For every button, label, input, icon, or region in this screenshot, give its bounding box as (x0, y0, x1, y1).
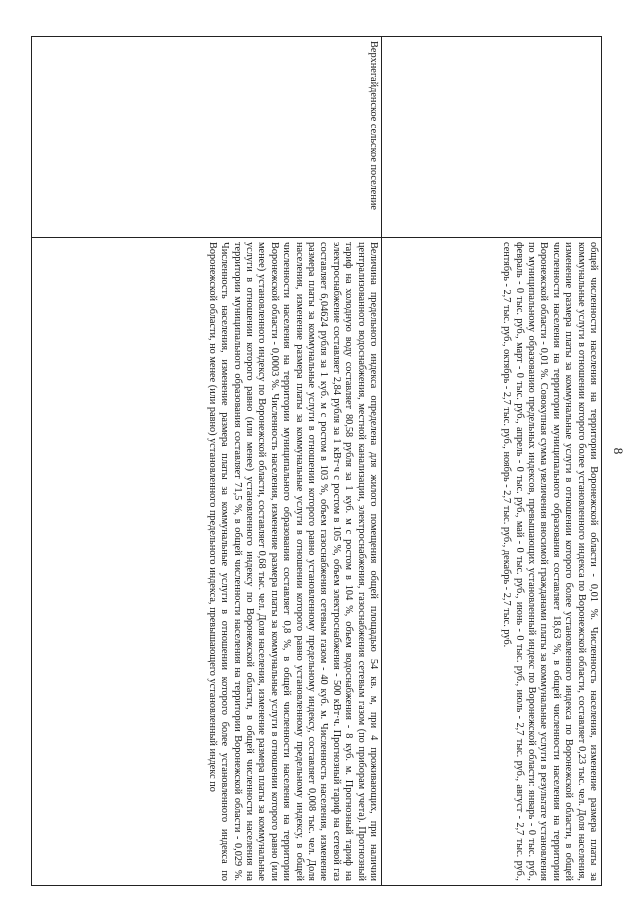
municipal-index-table (31, 36, 602, 886)
municipality-name-cell (382, 37, 602, 238)
table-row (382, 37, 602, 886)
page-number: 8 (611, 447, 626, 455)
index-description-cell: общей численности населения на территории Воронежской области - 0,01 %. Численность населения, изменение размера платы за коммунальные услуги в отношении которого более установленного индекса по Воронежской области, составляет 0,23 тыс. чел. Доля населения, изменение размера платы за коммунальные услуги в отношении которого более установленного индекса по Воронежской области, в общей численности населения на территории муниципального образования составляет 18,63 %, в общей численности населения на территории Воронежской области - 0,01 %. Совокупная сумма увеличения вносимой гражданами платы за коммунальные услуги в результате установления по муниципальному образованию предельных индексов, превышающих установленный индекс по Воронежской области: январь - 0 тыс. руб., февраль - 0 тыс. руб., март - 0 тыс. руб., апрель - 0 тыс. руб., май - 0 тыс. руб., июнь - 0 тыс. руб., июль - 2,7 тыс. руб., август - 2,7 тыс. руб., сентябрь - 2,7 тыс. руб., октябрь - 2,7 тыс. руб., ноябрь - 2,7 тыс. руб., декабрь - 2,7 тыс. руб. (382, 238, 602, 886)
index-description-cell: Величина предельного индекса определена для жилого помещения общей площадью 54 кв. м, при 4 проживающих, при наличии централизованного водоснабжения, местной канализации, электроснабжения, газоснабжения сетевым газом (по приборам учета). Прогнозный тариф на холодную воду составляет 80,58 рубля за 1 куб. м с ростом в 104 %, объем водоснабжения - 8 куб. м. Прогнозный тариф на электроснабжение составляет 2,84 рубля за 1 кВт·ч с ростом в 105 %, объем электроснабжения - 500 кВт·ч. Прогнозный тариф на сетевой газ составляет 6,04624 рубля за 1 куб. м с ростом в 103 %, объем газоснабжения сетевым газом - 40 куб. м. Численность населения, изменение размера платы за коммунальные услуги в отношении которого равно установленному предельному индексу, составляет 0,008 тыс. чел. Доля населения, изменение размера платы за коммунальные услуги в отношении которого равно установленному предельному индексу, в общей численности населения на территории муниципального образования составляет 0,8 %, в общей численности населения на территории Воронежской области - 0,0003 %. Численность населения, изменение размера платы за коммунальные услуги в отношении которого равно (или менее) установленного индексу по Воронежской области, составляет 0,68 тыс. чел. Доля населения, изменение размера платы за коммунальные услуги в отношении которого равно (или менее) установленного индексу по Воронежской области, в общей численности населения на территории муниципального образования составляет 71,5 %, в общей численности населения на территории Воронежской области - 0,029 %. Численность населения, изменение размера платы за коммунальные услуги в отношении которого более установленного индекса по Воронежской области, но менее (или равно) установленного предельного индекса, превышающего установленный индекс по (32, 238, 382, 886)
table-row (32, 37, 382, 886)
municipality-name-cell: Верхнегайденское сельское поселение (32, 37, 382, 238)
